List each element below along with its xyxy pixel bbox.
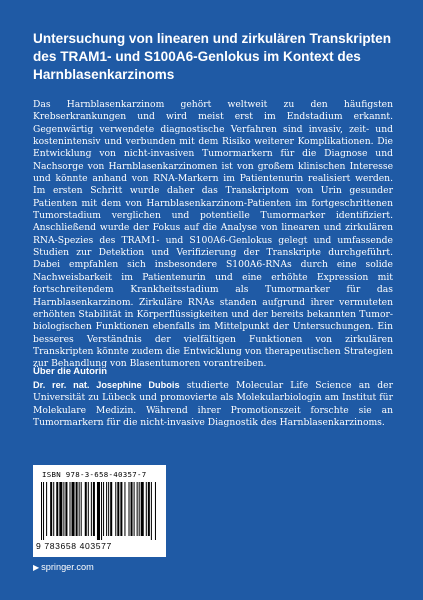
barcode-bar — [139, 482, 140, 536]
author-heading: Über die Autorin — [33, 366, 108, 377]
barcode-bar — [124, 482, 125, 536]
barcode-bar — [108, 482, 109, 536]
title-line: Harnblasenkarzinoms — [33, 67, 175, 82]
barcode-bar — [120, 482, 122, 536]
barcode-bar — [101, 482, 102, 540]
barcode-bar — [129, 482, 130, 536]
barcode-bar — [50, 482, 52, 536]
barcode-bar — [134, 482, 135, 536]
barcode-bar — [63, 482, 64, 536]
title-line: des TRAM1- und S100A6-Genlokus im Kontext des — [33, 49, 361, 64]
barcode-bar — [103, 482, 104, 536]
author-bio — [33, 379, 393, 429]
barcode-bar — [117, 482, 119, 536]
isbn-label: ISBN 978-3-658-40357-7 — [42, 470, 147, 479]
barcode-bar — [81, 482, 82, 536]
isbn-barcode — [33, 465, 166, 557]
barcode-bar — [53, 482, 54, 536]
barcode-bar — [59, 482, 62, 536]
title-line: Untersuchung von linearen und zirkulären Transkripten — [33, 31, 392, 46]
publisher-link[interactable] — [33, 562, 94, 572]
barcode-bar — [43, 482, 44, 540]
barcode-bar — [110, 482, 112, 536]
barcode-bar — [79, 482, 80, 536]
book-description: Das Harnblasenkarzinom gehört weltweit zu den häufigsten Krebserkrankungen und wird meist erst im Endstadium erkannt. Gegenwärtig verwendete diagnostische Verfahren sind invasiv, zeit- und kostenintensiv und verbunden mit dem Risiko weiterer Komplikationen. Die Entwicklung von nicht-invasiven Tumormarkern für die Diagnose und Nachsorge von Harnblasenkarzinomen ist von großem klinischen Interesse und könnte anhand von RNA-Markern im Patientenurin realisiert werden. Im ersten Schritt wurde daher das Transkriptom von Urin gesunder Patienten mit dem von Harnblasenkarzinom-Patienten im fortgeschrittenen Tumorstadium verglichen und potentielle Tumormarker identifiziert. Anschließend wurde der Fokus auf die Analyse von linearen und zirkulären RNA-Spezies des TRAM1- und S100A6-Genlokus gelegt und umfassende Studien zur Detektion und Verifizierung der Transkripte durchgeführt. Dabei empfahlen sich insbesondere S100A6-RNAs durch eine solide Nachweisbarkeit im Patientenurin und eine erhöhte Expression mit fortschreitendem Krankheitsstadium als Tumormarker für das Harnblasenkarzinom. Zirkuläre RNAs standen aufgrund ihrer vermuteten erhöhten Stabilität in Körperflüssigkeiten und der bereits bekannten Tumor-biologischen Funktionen ebenfalls im Mittelpunkt der Untersuchungen. Ein besseres Verständnis der vielfältigen Funktionen von zirkulären Transkripten könnte zudem die Entwicklung von therapeutischen Strategien zur Behandlung von Blasentumoren vorantreiben. — [33, 99, 393, 370]
barcode-bar — [151, 482, 152, 540]
publisher-url[interactable]: springer.com — [41, 562, 94, 572]
barcode-bar — [41, 482, 42, 540]
barcode-bar — [155, 482, 156, 540]
barcode-bar — [91, 482, 92, 536]
barcode-bar — [141, 482, 144, 536]
barcode-bar — [115, 482, 116, 536]
barcode-bar — [85, 482, 87, 536]
barcode-bar — [93, 482, 95, 536]
barcode-bar — [69, 482, 70, 536]
barcode-bar — [148, 482, 150, 536]
book-title — [33, 30, 393, 84]
barcode-bar — [72, 482, 75, 536]
triangle-right-icon: ▶ — [33, 563, 40, 572]
barcode-bar — [131, 482, 133, 536]
barcode-bars — [41, 482, 158, 540]
barcode-digits: 9 783658 403577 — [36, 541, 112, 551]
author-bio-text: studierte Molecular Life Science an der Universität zu Lübeck und promovierte als Molekularbiologin am Institut für Molekulare Medizin. Während ihrer Promotionszeit forschte sie an Tumormarkern für die nicht-invasive Diagnostik des Harnblasenkarzinoms. — [33, 380, 393, 429]
barcode-bar — [146, 482, 147, 536]
barcode-bar — [56, 482, 58, 536]
barcode-bar — [65, 482, 67, 536]
barcode-bar — [106, 482, 107, 536]
barcode-bar — [97, 482, 100, 540]
barcode-bar — [137, 482, 138, 536]
barcode-bar — [76, 482, 78, 536]
barcode-bar — [88, 482, 89, 536]
author-name: Dr. rer. nat. Josephine Dubois — [33, 380, 180, 390]
barcode-bar — [46, 482, 47, 536]
